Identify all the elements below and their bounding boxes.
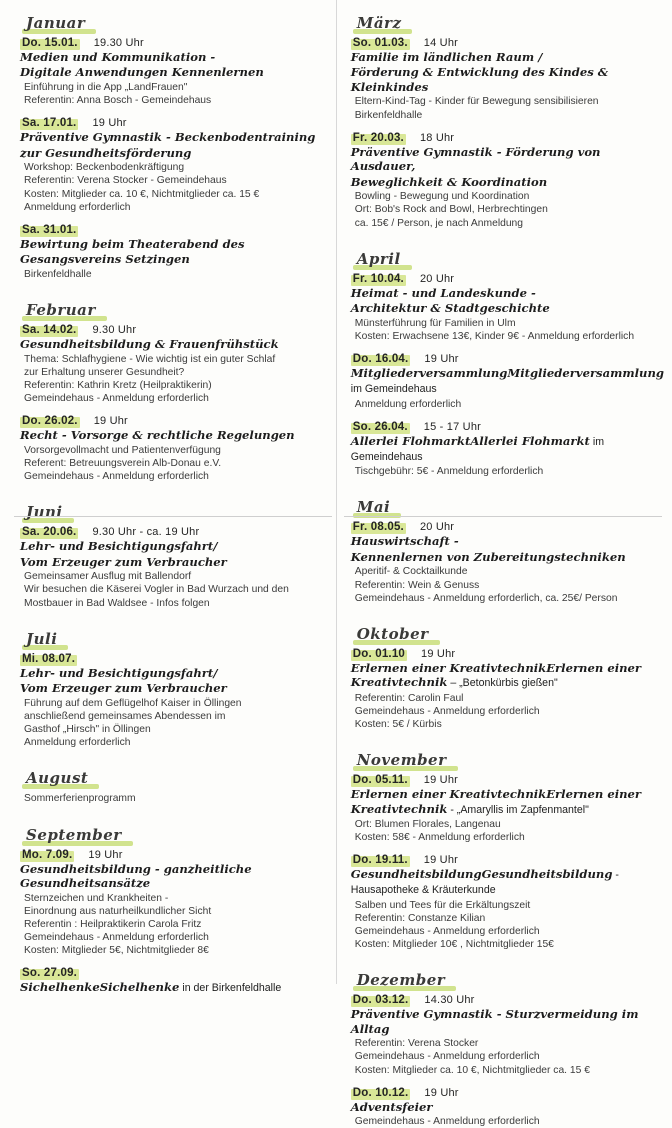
event-entry bbox=[20, 415, 327, 483]
event-detail: Eltern-Kind-Tag - Kinder für Bewegung sensibilisieren bbox=[354, 96, 599, 108]
month-heading-wrap bbox=[351, 741, 664, 774]
event-detail: Wir besuchen die Käserei Vogler in Bad Wurzach und den bbox=[24, 584, 289, 596]
event-detail: Referentin : Heilpraktikerin Carola Fritz bbox=[24, 918, 202, 930]
event-time: 19 Uhr bbox=[93, 415, 128, 428]
event-detail: Kosten: 5€ / Kürbis bbox=[354, 718, 442, 730]
event-dateline bbox=[351, 854, 664, 866]
event-detail: Birkenfeldhalle bbox=[354, 109, 423, 121]
event-date: Do. 15.01. bbox=[22, 37, 78, 49]
event-detail: Kosten: 58€ - Anmeldung erforderlich bbox=[354, 831, 525, 843]
event-detail: Anmeldung erforderlich bbox=[24, 737, 131, 749]
event-title: Vom Erzeuger zum Verbraucher bbox=[20, 554, 227, 569]
event-time: 19 Uhr bbox=[423, 774, 458, 787]
event-date: Do. 16.04. bbox=[352, 353, 409, 366]
month-heading: Oktober bbox=[355, 625, 432, 644]
event-dateline bbox=[351, 994, 664, 1006]
event-detail: Gemeindehaus - Anmeldung erforderlich bbox=[24, 471, 209, 483]
event-detail: Gemeindehaus - Anmeldung erforderlich bbox=[354, 925, 540, 937]
event-entry bbox=[351, 132, 664, 230]
event-detail: Gemeindehaus - Anmeldung erforderlich bbox=[354, 705, 540, 717]
event-date: Mi. 08.07. bbox=[22, 652, 76, 665]
event-time: 19 Uhr bbox=[423, 854, 458, 867]
event-detail: Thema: Schlafhygiene - Wie wichtig ist ein guter Schlaf bbox=[24, 353, 276, 365]
event-date: Do. 03.12. bbox=[352, 994, 409, 1007]
month-heading: Februar bbox=[24, 301, 99, 320]
month-heading-wrap bbox=[20, 291, 327, 324]
event-title: Förderung & Entwicklung des Kindes & Kleinkindes bbox=[350, 65, 609, 94]
event-title: Präventive Gymnastik - Förderung von Ausdauer, bbox=[350, 144, 601, 174]
event-dateline bbox=[20, 224, 327, 236]
event-detail: Referentin: Constanze Kilian bbox=[354, 912, 486, 924]
event-detail: Kosten: Mitglieder ca. 10 €, Nichtmitglieder ca. 15 € bbox=[24, 188, 260, 200]
event-time: 14.30 Uhr bbox=[424, 994, 475, 1007]
month-heading: April bbox=[355, 250, 404, 269]
event-detail: Referentin: Anna Bosch - Gemeindehaus bbox=[24, 95, 212, 107]
event-entry bbox=[20, 849, 327, 958]
event-title: Allerlei FlohmarktAllerlei Flohmarkt im Gemeindehaus bbox=[350, 433, 605, 463]
event-entry bbox=[351, 1087, 664, 1128]
event-detail: Referentin: Verena Stocker bbox=[354, 1038, 479, 1050]
event-detail: Kosten: Mitglieder ca. 10 €, Nichtmitglieder ca. 15 € bbox=[354, 1064, 590, 1076]
event-detail: Anmeldung erforderlich bbox=[354, 398, 462, 410]
event-time: 19 Uhr bbox=[92, 117, 127, 130]
event-detail: Gasthof „Hirsch" in Öllingen bbox=[24, 724, 151, 736]
event-detail: Salben und Tees für die Erkältungszeit bbox=[354, 899, 531, 911]
event-title-main: Erlernen einer Kreativtechnik bbox=[350, 660, 642, 690]
event-detail: Workshop: Beckenbodenkräftigung bbox=[24, 162, 185, 174]
event-time: 20 Uhr bbox=[419, 521, 455, 534]
event-date: Sa. 20.06. bbox=[22, 526, 77, 539]
event-title: Recht - Vorsorge & rechtliche Regelungen bbox=[20, 428, 295, 443]
month-heading-wrap bbox=[20, 759, 327, 792]
event-title-suffix: - Hausapotheke & Kräuterkunde bbox=[350, 869, 619, 897]
month-heading-wrap bbox=[351, 4, 664, 37]
event-date: Do. 26.02. bbox=[22, 415, 78, 428]
event-entry bbox=[20, 967, 327, 995]
event-date: Do. 10.12. bbox=[352, 1086, 409, 1099]
event-date: So. 27.09. bbox=[22, 967, 78, 980]
event-title: Erlernen einer KreativtechnikErlernen einer Kreativtechnik – „Betonkürbis gießen" bbox=[350, 660, 642, 690]
event-title: MitgliederversammlungMitgliederversammlung im Gemeindehaus bbox=[350, 366, 664, 396]
left-column bbox=[8, 4, 327, 995]
event-detail: Gemeindehaus - Anmeldung erforderlich, ca. 25€/ Person bbox=[354, 592, 618, 604]
event-entry bbox=[351, 273, 664, 343]
event-title-main: Allerlei Flohmarkt bbox=[470, 433, 590, 448]
event-date: Fr. 10.04. bbox=[352, 272, 404, 285]
event-title-main: Gesundheitsbildung bbox=[481, 867, 613, 882]
event-date: Do. 19.11. bbox=[352, 854, 408, 867]
event-dateline bbox=[351, 521, 664, 533]
event-time: 15 - 17 Uhr bbox=[423, 420, 482, 433]
event-time: 19.30 Uhr bbox=[93, 37, 144, 49]
event-dateline bbox=[351, 421, 664, 433]
event-entry bbox=[351, 648, 664, 731]
event-detail: Birkenfeldhalle bbox=[24, 268, 92, 280]
event-detail: Einordnung aus naturheilkundlicher Sicht bbox=[24, 905, 212, 917]
event-date: Do. 05.11. bbox=[352, 774, 408, 787]
month-heading: März bbox=[355, 14, 405, 33]
section-divider-left bbox=[14, 516, 332, 517]
event-entry bbox=[20, 526, 327, 609]
event-dateline bbox=[20, 37, 327, 49]
event-title-suffix: im Gemeindehaus bbox=[350, 435, 605, 463]
event-time: 9.30 Uhr - ca. 19 Uhr bbox=[92, 526, 200, 539]
event-title: Präventive Gymnastik - Sturzvermeidung im Alltag bbox=[350, 1007, 639, 1036]
event-title: Gesundheitsbildung & Frauenfrühstück bbox=[20, 337, 279, 352]
event-title: Medien und Kommunikation - bbox=[20, 50, 216, 64]
month-heading: August bbox=[24, 769, 91, 788]
event-entry bbox=[351, 774, 664, 844]
event-detail: Sommerferienprogramm bbox=[24, 793, 136, 805]
event-detail: ca. 15€ / Person, je nach Anmeldung bbox=[354, 217, 524, 229]
event-time: 14 Uhr bbox=[423, 37, 458, 49]
event-detail: Gemeindehaus - Anmeldung erforderlich bbox=[24, 932, 209, 944]
month-heading-wrap bbox=[20, 816, 327, 849]
event-time: 9.30 Uhr bbox=[92, 324, 137, 337]
event-entry bbox=[20, 324, 327, 405]
month-heading-wrap bbox=[20, 493, 327, 526]
event-detail: Referentin: Kathrin Kretz (Heilpraktikerin) bbox=[24, 379, 212, 391]
event-date: Fr. 20.03. bbox=[352, 131, 404, 144]
event-detail: Kosten: Erwachsene 13€, Kinder 9€ - Anmeldung erforderlich bbox=[354, 330, 635, 342]
event-title-suffix: im Gemeindehaus bbox=[350, 383, 437, 396]
event-detail: Referentin: Verena Stocker - Gemeindehaus bbox=[24, 175, 227, 187]
month-heading-wrap bbox=[20, 4, 327, 37]
event-title-suffix: - „Amaryllis im Zapfenmantel" bbox=[447, 803, 589, 816]
event-detail: Einführung in die App „LandFrauen" bbox=[24, 81, 188, 93]
event-dateline bbox=[351, 132, 664, 144]
event-entry bbox=[351, 994, 664, 1076]
event-entry bbox=[20, 117, 327, 214]
event-date: Mo. 7.09. bbox=[22, 848, 73, 861]
event-time: 19 Uhr bbox=[424, 353, 459, 366]
event-title: Präventive Gymnastik - Beckenbodentraining bbox=[20, 130, 316, 145]
event-title: Familie im ländlichen Raum / bbox=[350, 50, 543, 64]
month-heading: Juli bbox=[24, 630, 60, 649]
event-entry bbox=[20, 792, 327, 805]
month-heading-wrap bbox=[20, 620, 327, 653]
event-date: Sa. 14.02. bbox=[22, 324, 77, 337]
event-title: Lehr- und Besichtigungsfahrt/ bbox=[20, 665, 218, 680]
event-dateline bbox=[20, 967, 327, 979]
event-title-main: Erlernen einer Kreativtechnik bbox=[350, 787, 642, 816]
event-time: 20 Uhr bbox=[419, 272, 455, 285]
event-title: Bewirtung beim Theaterabend des bbox=[20, 236, 245, 251]
event-title: Gesundheitsbildung - ganzheitliche Gesundheitsansätze bbox=[20, 861, 252, 891]
event-time: 18 Uhr bbox=[419, 131, 455, 144]
event-title: Heimat - und Landeskunde - bbox=[350, 285, 536, 300]
event-detail: Münsterführung für Familien in Ulm bbox=[354, 317, 516, 329]
event-time: 19 Uhr bbox=[421, 647, 456, 660]
event-title-main: Sichelhenke bbox=[99, 980, 180, 995]
month-heading: Januar bbox=[24, 14, 88, 33]
event-title: Erlernen einer KreativtechnikErlernen einer Kreativtechnik - „Amaryllis im Zapfenmantel" bbox=[350, 787, 642, 816]
event-dateline bbox=[20, 415, 327, 427]
month-heading: Mai bbox=[355, 498, 394, 517]
month-heading: Dezember bbox=[355, 971, 448, 990]
event-title: Lehr- und Besichtigungsfahrt/ bbox=[20, 539, 218, 554]
event-date: Sa. 31.01. bbox=[22, 223, 77, 236]
event-title-suffix: – „Betonkürbis gießen" bbox=[447, 677, 558, 690]
event-time: 19 Uhr bbox=[88, 848, 123, 861]
event-detail: Mostbauer in Bad Waldsee - Infos folgen bbox=[24, 597, 210, 609]
event-detail: Ort: Blumen Florales, Langenau bbox=[354, 818, 501, 830]
event-title: Digitale Anwendungen Kennenlernen bbox=[20, 65, 264, 80]
event-detail: Referent: Betreuungsverein Alb-Donau e.V. bbox=[24, 457, 222, 469]
event-title: GesundheitsbildungGesundheitsbildung - Hausapotheke & Kräuterkunde bbox=[350, 867, 619, 897]
month-heading-wrap bbox=[351, 615, 664, 648]
event-title: SichelhenkeSichelhenke in der Birkenfeldhalle bbox=[20, 980, 282, 995]
event-title: Vom Erzeuger zum Verbraucher bbox=[20, 681, 227, 696]
month-heading: November bbox=[355, 751, 450, 770]
event-dateline bbox=[20, 526, 327, 538]
column-divider bbox=[336, 0, 337, 984]
event-detail: Sternzeichen und Krankheiten - bbox=[24, 892, 169, 904]
event-title: Architektur & Stadtgeschichte bbox=[350, 301, 550, 316]
event-title: zur Gesundheitsförderung bbox=[20, 145, 192, 160]
event-title: Kennenlernen von Zubereitungstechniken bbox=[350, 549, 626, 564]
event-title-main: Mitgliederversammlung bbox=[507, 366, 664, 381]
event-entry bbox=[20, 37, 327, 107]
event-dateline bbox=[20, 849, 327, 861]
event-entry bbox=[351, 521, 664, 604]
event-detail: Referentin: Wein & Genuss bbox=[354, 579, 480, 591]
event-title-suffix: in der Birkenfeldhalle bbox=[179, 982, 282, 995]
right-column bbox=[341, 4, 664, 1128]
event-dateline bbox=[351, 37, 664, 49]
event-time: 19 Uhr bbox=[424, 1086, 459, 1099]
event-detail: Gemeindehaus - Anmeldung erforderlich bbox=[354, 1051, 540, 1063]
event-dateline bbox=[351, 1087, 664, 1099]
event-detail: zur Erhaltung unserer Gesundheit? bbox=[24, 366, 185, 378]
event-detail: Gemeinsamer Ausflug mit Ballendorf bbox=[24, 571, 192, 583]
month-heading: Juni bbox=[24, 503, 66, 522]
event-dateline bbox=[20, 324, 327, 336]
event-dateline bbox=[351, 648, 664, 660]
event-detail: Anmeldung erforderlich bbox=[24, 201, 131, 213]
event-entry bbox=[351, 353, 664, 411]
event-date: Do. 01.10 bbox=[352, 647, 406, 660]
event-detail: Referentin: Carolin Faul bbox=[354, 692, 464, 704]
section-divider-right bbox=[344, 516, 662, 517]
event-entry bbox=[351, 37, 664, 122]
event-dateline bbox=[351, 273, 664, 285]
event-detail: Führung auf dem Geflügelhof Kaiser in Öllingen bbox=[24, 697, 242, 709]
event-detail: Vorsorgevollmacht und Patientenverfügung bbox=[24, 444, 221, 456]
event-detail: Tischgebühr: 5€ - Anmeldung erforderlich bbox=[354, 466, 544, 478]
event-date: So. 26.04. bbox=[352, 420, 408, 433]
event-date: Fr. 08.05. bbox=[352, 521, 404, 534]
event-entry bbox=[351, 421, 664, 479]
month-heading: September bbox=[24, 826, 125, 845]
event-dateline bbox=[351, 774, 664, 786]
event-dateline bbox=[20, 653, 327, 665]
event-detail: anschließend gemeinsames Abendessen im bbox=[24, 710, 226, 722]
event-date: So. 01.03. bbox=[352, 37, 408, 49]
event-detail: Bowling - Bewegung und Koordination bbox=[354, 191, 530, 203]
event-detail: Kosten: Mitglieder 5€, Nichtmitglieder 8€ bbox=[24, 945, 209, 957]
event-detail: Gemeindehaus - Anmeldung erforderlich bbox=[24, 393, 209, 405]
month-heading-wrap bbox=[351, 961, 664, 994]
event-entry bbox=[351, 854, 664, 951]
event-detail: Kosten: Mitglieder 10€ , Nichtmitglieder 15€ bbox=[354, 939, 554, 951]
event-dateline bbox=[351, 353, 664, 365]
event-dateline bbox=[20, 117, 327, 129]
event-entry bbox=[20, 653, 327, 750]
event-title: Hauswirtschaft - bbox=[350, 534, 459, 549]
event-title: Beweglichkeit & Koordination bbox=[350, 174, 548, 189]
month-heading-wrap bbox=[351, 240, 664, 273]
event-detail: Gemeindehaus - Anmeldung erforderlich bbox=[354, 1116, 540, 1128]
event-detail: Ort: Bob's Rock and Bowl, Herbrechtingen bbox=[354, 204, 548, 216]
event-title: Gesangsvereins Setzingen bbox=[20, 252, 190, 267]
event-entry bbox=[20, 224, 327, 281]
event-detail: Aperitif- & Cocktailkunde bbox=[354, 566, 468, 578]
event-date: Sa. 17.01. bbox=[22, 117, 77, 130]
event-title: Adventsfeier bbox=[350, 1099, 433, 1114]
